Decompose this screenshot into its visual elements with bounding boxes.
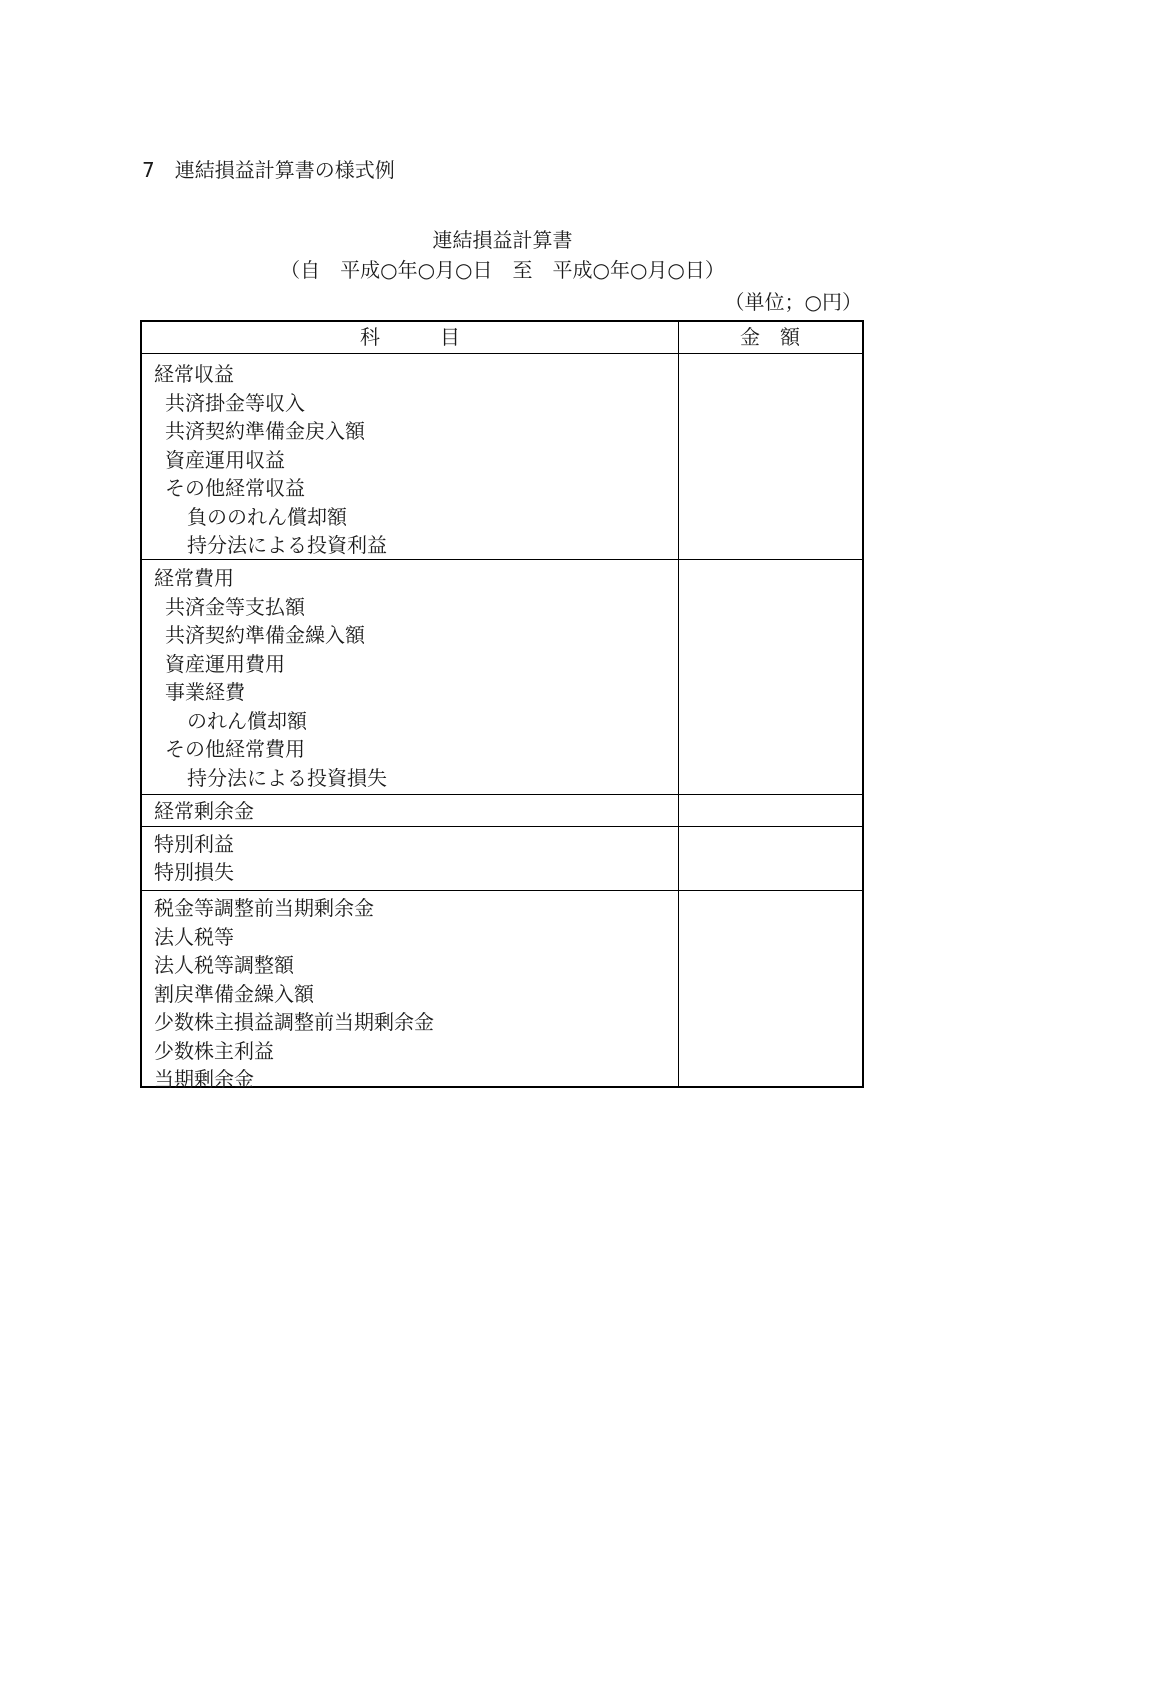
table-header-row xyxy=(142,322,862,354)
income-statement-table xyxy=(140,320,864,1091)
table-row-label: 共済金等支払額 xyxy=(165,594,305,619)
section-heading: 7 連結損益計算書の様式例 xyxy=(142,158,395,182)
table-row-label: 税金等調整前当期剰余金 xyxy=(154,896,374,920)
table-row-label: 経常費用 xyxy=(154,566,234,590)
ordinary-expenses-block xyxy=(142,560,862,795)
table-row-label: 法人税等 xyxy=(154,924,234,949)
table-row-label: 経常収益 xyxy=(154,362,234,386)
table-row-label: その他経常収益 xyxy=(165,476,305,500)
table-row-label: のれん償却額 xyxy=(187,708,307,733)
table-row-label: 経常剰余金 xyxy=(154,799,254,823)
table-row-label: 少数株主利益 xyxy=(154,1038,274,1063)
table-row-label: 特別損失 xyxy=(154,860,234,884)
table-row-label: 負ののれん償却額 xyxy=(187,504,347,529)
accounting-period: （自 平成○年○月○日 至 平成○年○月○日） xyxy=(280,258,725,282)
header-item-column: 科 目 xyxy=(360,325,460,349)
ordinary-income-block xyxy=(142,354,862,560)
table-row-label: 持分法による投資損失 xyxy=(187,765,387,790)
table-row-label: 共済契約準備金戻入額 xyxy=(165,419,365,443)
table-row-label: 持分法による投資利益 xyxy=(187,533,387,557)
table-row-label: 割戻準備金繰入額 xyxy=(154,981,314,1006)
table-row-label: 共済掛金等収入 xyxy=(165,390,305,415)
table-row-label: 少数株主損益調整前当期剰余金 xyxy=(154,1010,434,1034)
document-title: 連結損益計算書 xyxy=(432,228,573,252)
table-row-label: その他経常費用 xyxy=(165,737,305,761)
table-row-label: 法人税等調整額 xyxy=(154,953,294,977)
header-amount-column: 金 額 xyxy=(740,325,800,349)
table-row-label: 資産運用収益 xyxy=(165,447,285,472)
amount-column-divider xyxy=(678,322,679,1086)
net-surplus-block xyxy=(142,891,862,1091)
ordinary-surplus-block xyxy=(142,795,862,827)
table-row-label: 特別利益 xyxy=(154,832,234,856)
extraordinary-block xyxy=(142,827,862,891)
unit-label: （単位；○円） xyxy=(724,290,862,314)
table-row-label: 資産運用費用 xyxy=(165,651,285,676)
table-row-label: 共済契約準備金繰入額 xyxy=(165,623,365,647)
table-row-label: 当期剰余金 xyxy=(154,1067,254,1091)
table-row-label: 事業経費 xyxy=(165,680,245,704)
